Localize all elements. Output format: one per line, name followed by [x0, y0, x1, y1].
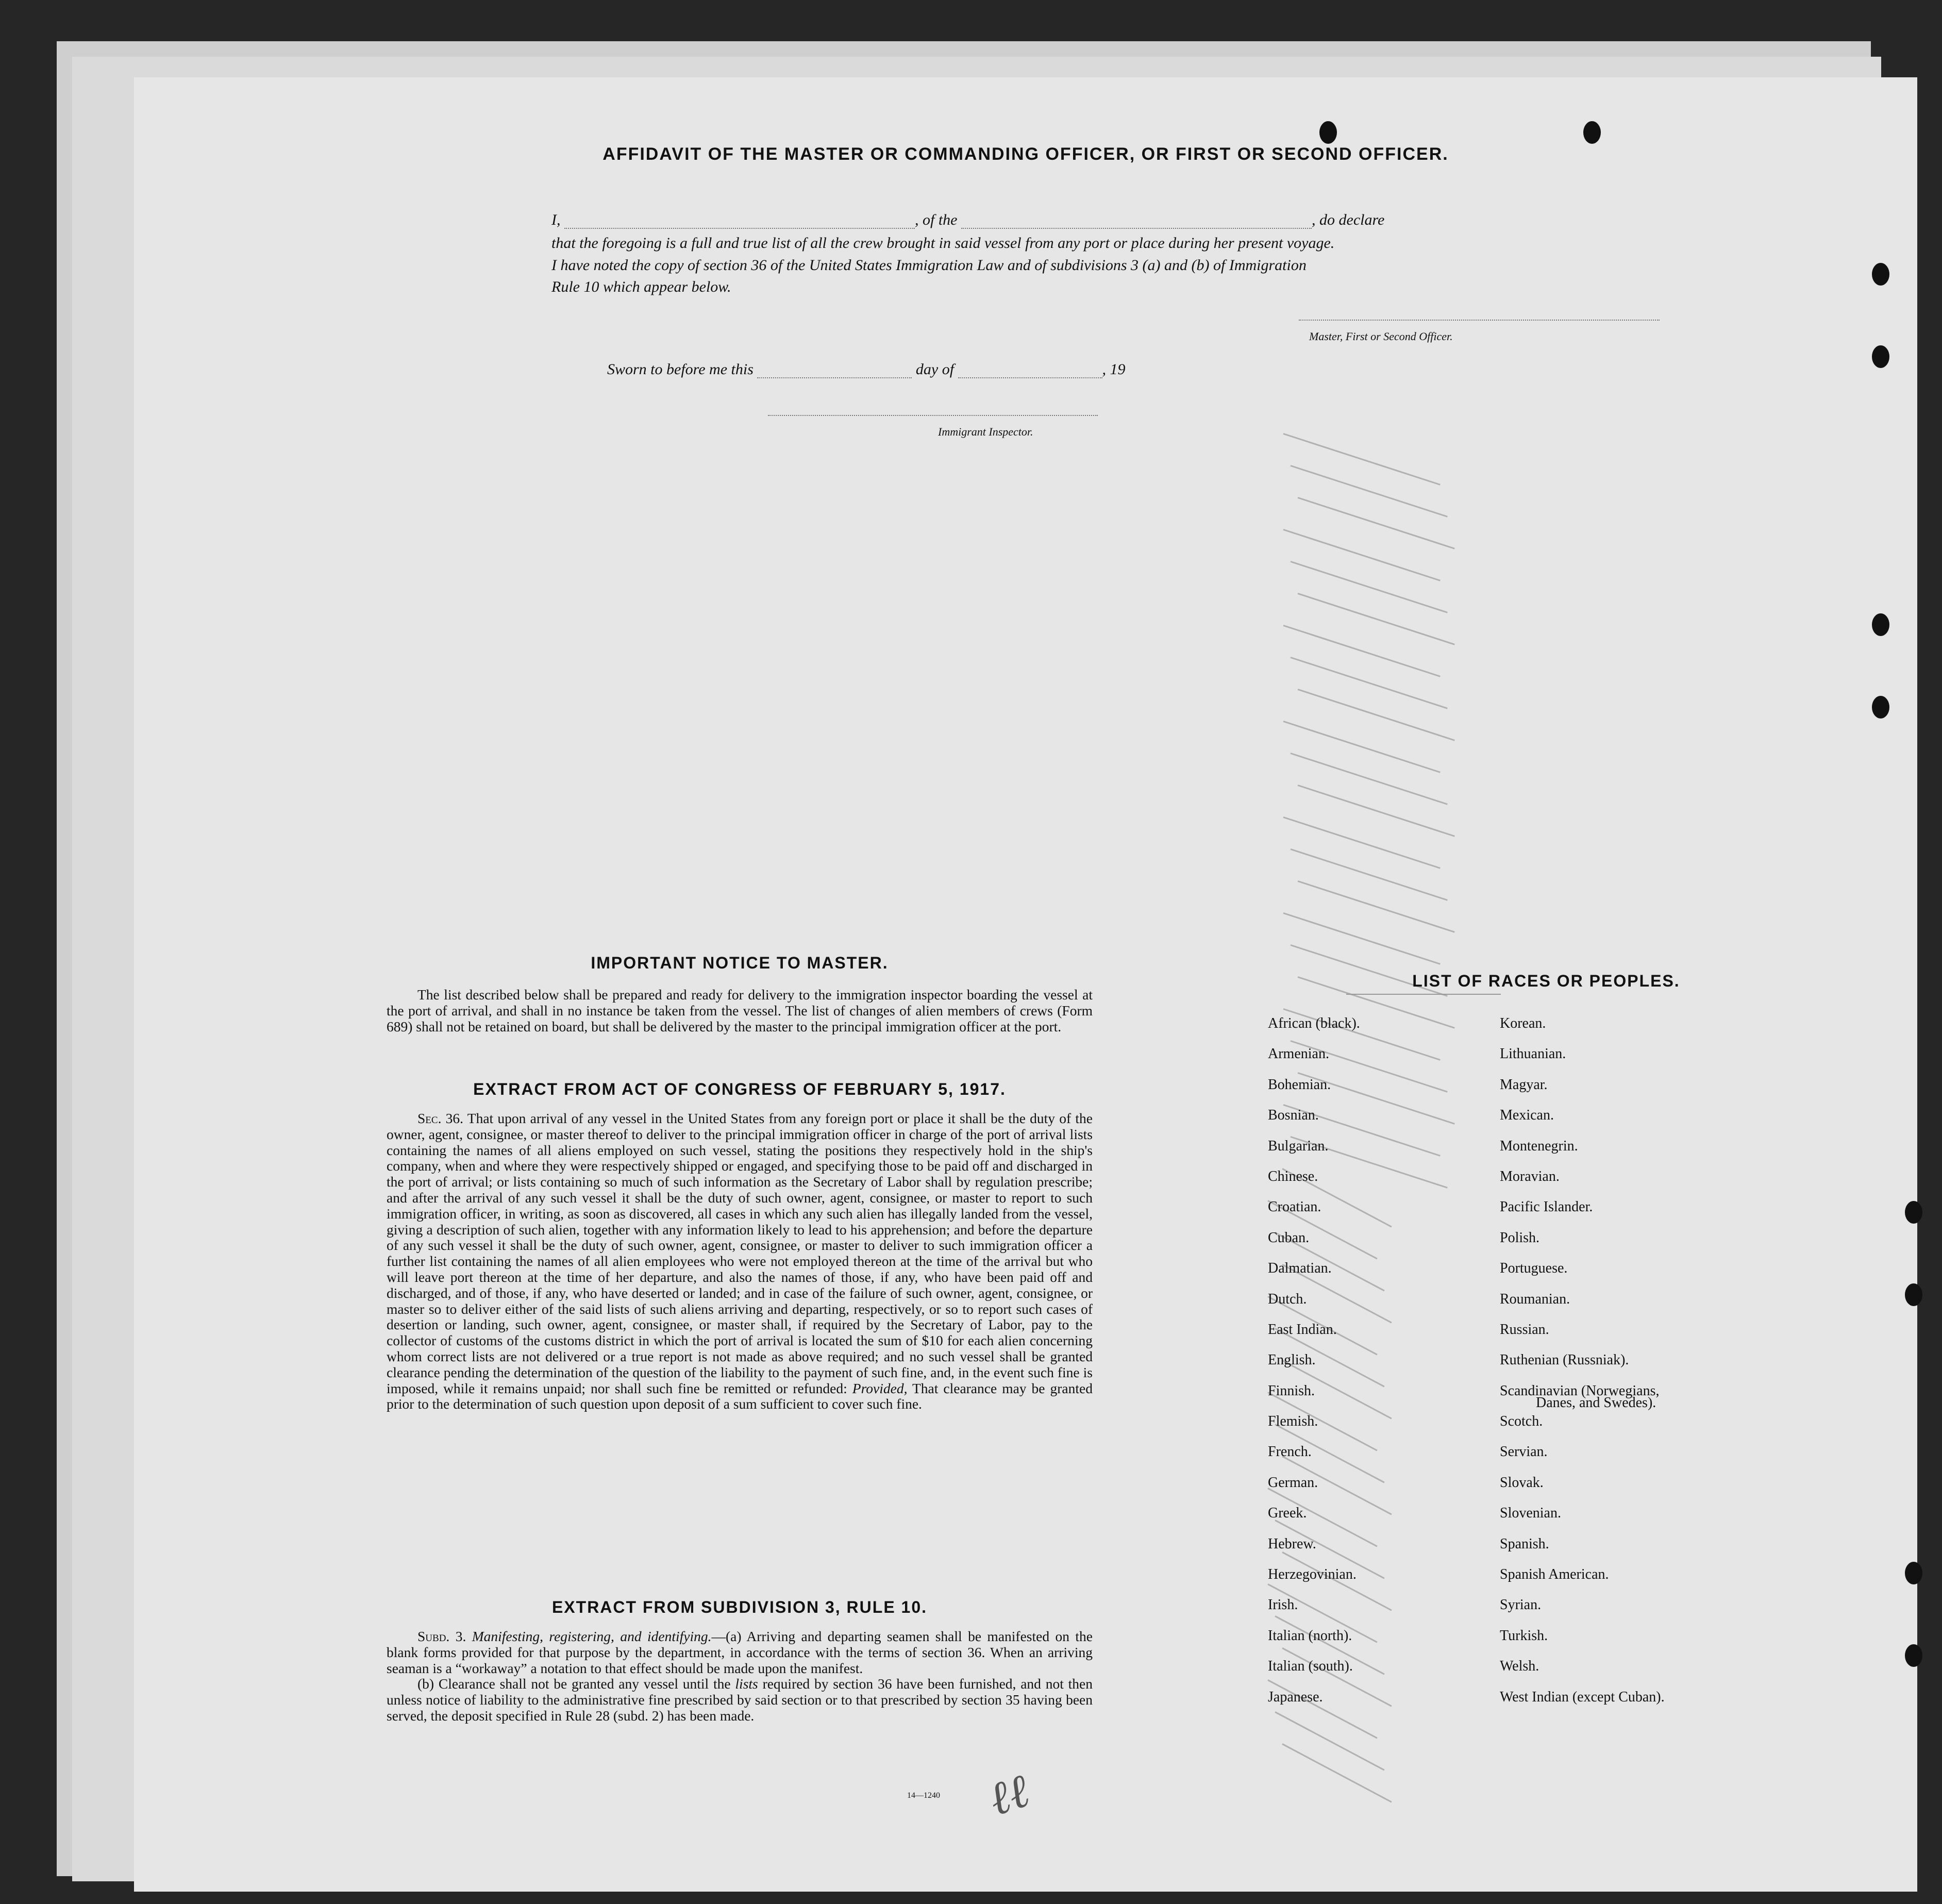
day-of-label: day of [915, 361, 955, 378]
race-item: Welsh. [1500, 1658, 1539, 1675]
punch-hole [1905, 1283, 1922, 1306]
race-item: Greek. [1268, 1505, 1307, 1522]
bleed-mark [1291, 657, 1448, 709]
race-item: Scandinavian (Norwegians, [1500, 1382, 1660, 1399]
race-item: Syrian. [1500, 1597, 1542, 1613]
race-item: Pacific Islander. [1500, 1199, 1593, 1215]
bleed-mark [1291, 561, 1448, 613]
sworn-label: Sworn to before me this [607, 361, 754, 378]
race-item: Armenian. [1268, 1046, 1329, 1062]
race-item: Korean. [1500, 1015, 1546, 1031]
punch-hole [1872, 613, 1889, 636]
paragraph-a: —(a) Arriving and departing seamen shall be manifested on the blank forms provided for that purpose by the department, in accordance with the terms of section 36. When an arriving seaman is a “workaway” a notation to that effect should be made upon the manifest. [387, 1628, 1093, 1676]
race-item: Slovak. [1500, 1474, 1544, 1491]
punch-hole [1872, 263, 1889, 286]
notice-text [387, 987, 1093, 1034]
affidavit-title: AFFIDAVIT OF THE MASTER OR COMMANDING OFFICER, OR FIRST OR SECOND OFFICER. [602, 144, 1449, 164]
race-item: Magyar. [1500, 1076, 1548, 1093]
do-declare-label: , do declare [1312, 211, 1385, 228]
bleed-mark [1291, 465, 1448, 517]
race-item: Polish. [1500, 1229, 1540, 1246]
race-item: Danes, and Swedes). [1536, 1395, 1656, 1411]
act-paragraph-end: That clearance may be granted prior to the determination of such question upon deposit of a sum sufficient to cover such fine. [387, 1380, 1093, 1412]
race-item: Ruthenian (Russniak). [1500, 1352, 1629, 1368]
punch-hole [1905, 1644, 1922, 1667]
bleed-mark [1282, 1743, 1392, 1802]
race-item: African (black). [1268, 1015, 1360, 1031]
signature-scribble: ℓℓ [982, 1763, 1036, 1827]
race-item: Irish. [1268, 1597, 1298, 1613]
race-item: Japanese. [1268, 1689, 1323, 1705]
provided-word: Provided, [852, 1380, 908, 1396]
race-item: Turkish. [1500, 1627, 1548, 1644]
race-item: Bohemian. [1268, 1076, 1331, 1093]
act-extract-text [387, 1111, 1093, 1412]
race-item: Chinese. [1268, 1168, 1318, 1184]
master-signature-caption: Master, First or Second Officer. [1309, 330, 1453, 343]
race-item: French. [1268, 1444, 1312, 1460]
act-extract-title: EXTRACT FROM ACT OF CONGRESS OF FEBRUARY 5, 1917. [473, 1080, 1006, 1098]
paragraph-b-start: (b) Clearance shall not be granted any vessel until the [417, 1676, 731, 1692]
declaration-line-4: Rule 10 which appear below. [551, 278, 731, 295]
punch-hole [1872, 345, 1889, 368]
inspector-signature-line[interactable] [768, 415, 1098, 416]
race-item: Herzegovinian. [1268, 1566, 1357, 1583]
sworn-line [607, 361, 1126, 378]
declaration-line-1 [551, 211, 1384, 229]
punch-hole [1905, 1201, 1922, 1224]
punch-hole [1872, 696, 1889, 719]
race-item: Italian (south). [1268, 1658, 1353, 1675]
declaration-line-3: I have noted the copy of section 36 of the United States Immigration Law and of subdivisions 3 (a) and (b) of Immigration [551, 257, 1307, 274]
pronoun: I, [551, 211, 561, 228]
race-item: Flemish. [1268, 1413, 1318, 1430]
race-item: Lithuanian. [1500, 1046, 1566, 1062]
of-the-label: , of the [915, 211, 958, 228]
race-item: Finnish. [1268, 1382, 1315, 1399]
race-item: Portuguese. [1500, 1260, 1568, 1277]
race-item: Cuban. [1268, 1229, 1310, 1246]
punch-hole [1319, 121, 1337, 144]
bleed-mark [1291, 753, 1448, 805]
subdivision-heading: Manifesting, registering, and identifying. [472, 1628, 712, 1644]
race-item: Russian. [1500, 1321, 1549, 1338]
race-item: Dalmatian. [1268, 1260, 1332, 1277]
race-item: Hebrew. [1268, 1535, 1316, 1552]
paragraph-b-end: required by section 36 have been furnished, and not then unless notice of liability to the administrative fine prescribed by said section or to that prescribed by section 35 having been served, the deposit specified in Rule 28 (subd. 2) has been made. [387, 1676, 1093, 1724]
subdivision-label: Subd. 3. [417, 1628, 466, 1644]
race-item: Italian (north). [1268, 1627, 1352, 1644]
bleed-mark [1283, 433, 1441, 486]
vessel-blank[interactable] [961, 214, 1312, 229]
race-item: German. [1268, 1474, 1318, 1491]
act-paragraph: That upon arrival of any vessel in the United States from any foreign port or place it shall be the duty of the owner, agent, consignee, or master thereof to deliver to the principal immigration officer in charge of the port of arrival lists containing the names of all aliens employed on such vessel, stating the positions they respectively hold in the ship's company, when and where they were respectively shipped or engaged, and specifying those to be paid off and discharged in the port of arrival; or lists containing so much of such information as the Secretary of Labor shall by regulation prescribe; and after the arrival of any such vessel it shall be the duty of such owner, agent, consignee, or master to report to such immigration officer, in writing, as soon as discovered, all cases in which any such alien has illegally landed from the vessel, giving a description of such alien, together with any information likely to lead to his apprehension; and before the departure of any such vessel it shall be the duty of such owner, agent, consignee, or master to deliver to such immigration officer a further list containing the names of all alien employees who were not employed thereon at the time of the arrival but who will leave port thereon at the time of her departure, and also the names of those, if any, who have been paid off and discharged, and of those, if any, who have deserted or landed; and in case of the failure of such owner, agent, consignee, or master so to deliver either of the said lists of such aliens arriving and departing, respectively, or so to report such cases of desertion or landing, such owner, agent, consignee, or master shall, if required by the Secretary of Labor, pay to the collector of customs of the customs district in which the port of arrival is located the sum of $10 for each alien concerning whom correct lists are not delivered or a true report is not made as above required; and no such vessel shall be granted clearance pending the determination of the question of the liability to the payment of such fine, and, in the event such fine is imposed, while it remains unpaid; nor shall such fine be remitted or refunded: [387, 1110, 1093, 1396]
races-title: LIST OF RACES OR PEOPLES. [1412, 972, 1680, 990]
races-left-column [1268, 1015, 1360, 1719]
race-item: Spanish American. [1500, 1566, 1609, 1583]
rule-extract-title: EXTRACT FROM SUBDIVISION 3, RULE 10. [551, 1598, 928, 1616]
inspector-signature-caption: Immigrant Inspector. [938, 425, 1033, 438]
race-item: East Indian. [1268, 1321, 1337, 1338]
bleed-mark [1291, 848, 1448, 901]
month-blank[interactable] [958, 364, 1102, 378]
race-item: Roumanian. [1500, 1291, 1570, 1307]
punch-hole [1583, 121, 1601, 144]
notice-title: IMPORTANT NOTICE TO MASTER. [591, 954, 889, 972]
paragraph-b-lists: lists [735, 1676, 758, 1692]
race-item: Mexican. [1500, 1107, 1554, 1124]
form-page [134, 77, 1917, 1892]
notice-paragraph: The list described below shall be prepared and ready for delivery to the immigration inspector boarding the vessel at the port of arrival, and shall in no instance be taken from the vessel. The list of changes of alien members of crews (Form 689) shall not be retained on board, but shall be delivered by the master to the principal immigration officer at the port. [387, 987, 1093, 1034]
title-rule [1346, 994, 1501, 995]
declaration-line-2: that the foregoing is a full and true list of all the crew brought in said vessel from any port or place during her present voyage. [551, 235, 1335, 252]
race-item: Dutch. [1268, 1291, 1307, 1307]
punch-hole [1905, 1562, 1922, 1584]
race-item: Montenegrin. [1500, 1138, 1578, 1154]
master-signature-line[interactable] [1299, 320, 1660, 321]
races-right-column [1500, 1015, 1665, 1719]
race-item: Croatian. [1268, 1199, 1321, 1215]
bleed-mark [1275, 1711, 1384, 1771]
race-item: Spanish. [1500, 1535, 1549, 1552]
form-number: 14—1240 [907, 1791, 940, 1800]
race-item: English. [1268, 1352, 1316, 1368]
name-blank[interactable] [564, 214, 915, 229]
section-label: Sec. 36. [417, 1110, 464, 1126]
race-item: Slovenian. [1500, 1505, 1561, 1522]
rule-extract-text [387, 1629, 1093, 1724]
race-item: West Indian (except Cuban). [1500, 1689, 1665, 1705]
race-item: Scotch. [1500, 1413, 1543, 1430]
race-item: Bosnian. [1268, 1107, 1319, 1124]
year-label: , 19 [1102, 361, 1126, 378]
race-item: Servian. [1500, 1444, 1548, 1460]
race-item: Bulgarian. [1268, 1138, 1329, 1154]
day-blank[interactable] [757, 364, 912, 378]
race-item: Moravian. [1500, 1168, 1560, 1184]
